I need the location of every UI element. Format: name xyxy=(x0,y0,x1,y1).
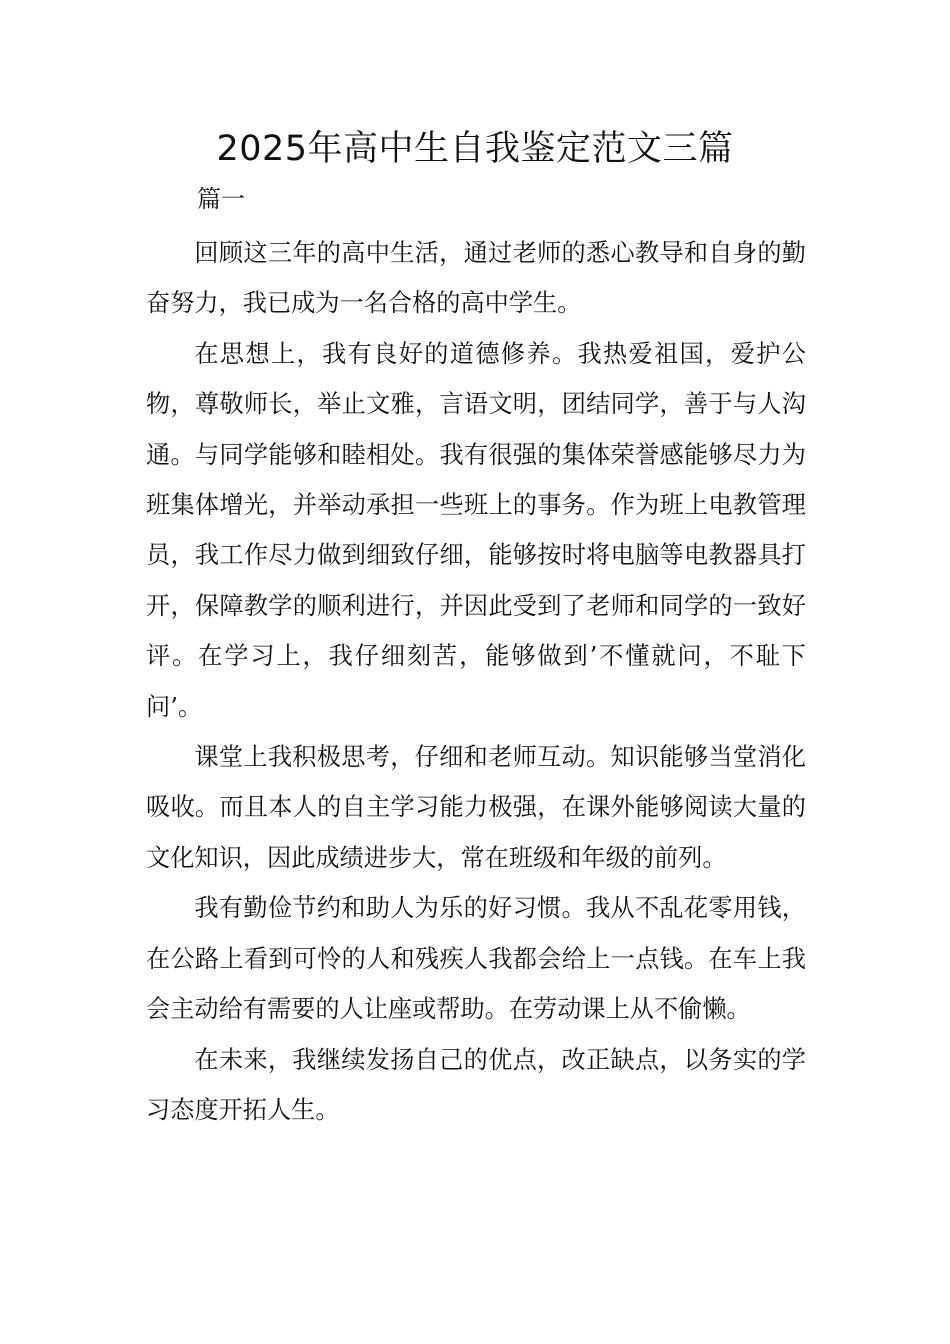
section-heading: 篇一 xyxy=(197,185,245,213)
paragraph: 在未来，我继续发扬自己的优点，改正缺点，以务实的学习态度开拓人生。 xyxy=(146,1045,806,1124)
document-body xyxy=(146,228,806,1135)
paragraph: 课堂上我积极思考，仔细和老师互动。知识能够当堂消化吸收。而且本人的自主学习能力极强，在课外能够阅读大量的文化知识，因此成绩进步大，常在班级和年级的前列。 xyxy=(146,743,806,872)
paragraph: 在思想上，我有良好的道德修养。我热爱祖国，爱护公物，尊敬师长，举止文雅，言语文明，团结同学，善于与人沟通。与同学能够和睦相处。我有很强的集体荣誉感能够尽力为班集体增光，并举动承担一些班上的事务。作为班上电教管理员，我工作尽力做到细致仔细，能够按时将电脑等电教器具打开，保障教学的顺利进行，并因此受到了老师和同学的一致好评。在学习上，我仔细刻苦，能够做到’不懂就问，不耻下问’。 xyxy=(146,339,806,721)
page-title: 2025年高中生自我鉴定范文三篇 xyxy=(216,129,734,169)
paragraph: 回顾这三年的高中生活，通过老师的悉心教导和自身的勤奋努力，我已成为一名合格的高中学生。 xyxy=(146,239,806,318)
paragraph: 我有勤俭节约和助人为乐的好习惯。我从不乱花零用钱，在公路上看到可怜的人和残疾人我都会给上一点钱。在车上我会主动给有需要的人让座或帮助。在劳动课上从不偷懒。 xyxy=(146,894,806,1024)
